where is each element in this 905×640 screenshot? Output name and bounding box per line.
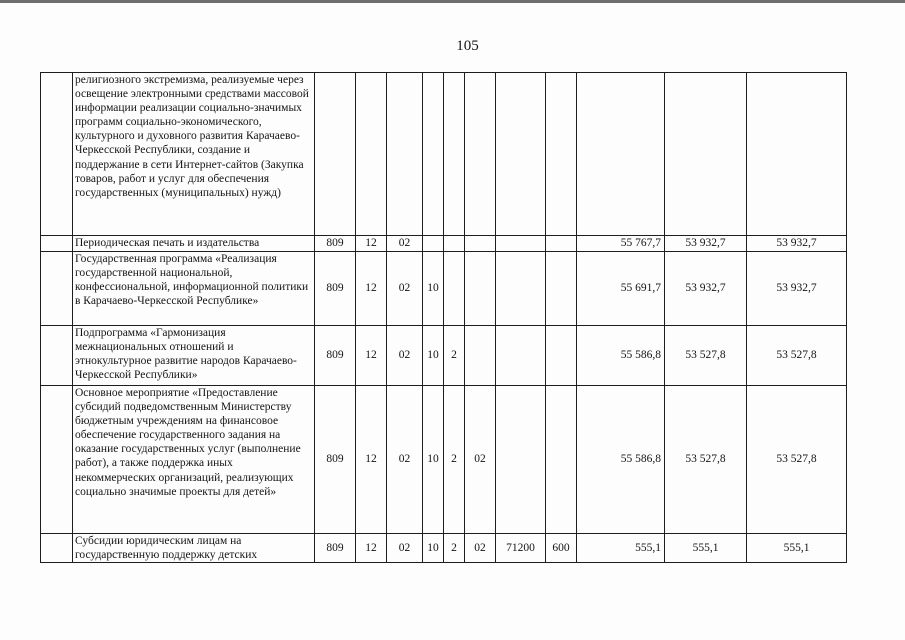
amount-year-3: 53 932,7: [747, 236, 847, 252]
ministry-code: 809: [315, 236, 356, 252]
section-code: 12: [356, 386, 387, 534]
program-code: 10: [423, 252, 444, 326]
expense-type-code: [546, 73, 577, 236]
expense-type-code: 600: [546, 534, 577, 563]
section-code: 12: [356, 236, 387, 252]
subprogram-code: [444, 252, 465, 326]
ministry-code: 809: [315, 326, 356, 386]
page-number: 105: [456, 38, 479, 54]
program-code: 10: [423, 386, 444, 534]
ministry-code: 809: [315, 386, 356, 534]
expense-type-code: [546, 326, 577, 386]
amount-year-3: 555,1: [747, 534, 847, 563]
subsection-code: 02: [387, 252, 423, 326]
subsection-code: 02: [387, 534, 423, 563]
direction-code: 71200: [496, 534, 546, 563]
amount-year-2: 555,1: [665, 534, 747, 563]
measure-code: [465, 73, 496, 236]
table-row: [41, 534, 847, 563]
subprogram-code: 2: [444, 386, 465, 534]
subsection-code: 02: [387, 386, 423, 534]
row-index-cell: [41, 386, 73, 534]
row-index-cell: [41, 534, 73, 563]
subprogram-code: 2: [444, 326, 465, 386]
subprogram-code: [444, 236, 465, 252]
measure-code: [465, 236, 496, 252]
direction-code: [496, 252, 546, 326]
amount-year-1: 55 767,7: [577, 236, 665, 252]
amount-year-2: [665, 73, 747, 236]
direction-code: [496, 386, 546, 534]
expense-type-code: [546, 386, 577, 534]
table-row: [41, 236, 847, 252]
row-name: Подпрограмма «Гармонизация межнациональных отношений и этнокультурное развитие народов Карачаево-Черкесской Республики»: [73, 326, 315, 386]
amount-year-3: 53 527,8: [747, 326, 847, 386]
row-index-cell: [41, 236, 73, 252]
row-name: Субсидии юридическим лицам на государственную поддержку детских: [73, 534, 315, 563]
program-code: [423, 236, 444, 252]
amount-year-1: 55 586,8: [577, 386, 665, 534]
amount-year-1: 55 691,7: [577, 252, 665, 326]
subsection-code: 02: [387, 326, 423, 386]
program-code: [423, 73, 444, 236]
row-name: Государственная программа «Реализация государственной национальной, конфессиональной, информационной политики в Карачаево-Черкесской Республике»: [73, 252, 315, 326]
top-border-rule: [0, 0, 905, 3]
row-name: религиозного экстремизма, реализуемые через освещение электронными средствами массовой информации реализации социально-значимых программ социально-экономического, культурного и духовного развития Карачаево-Черкесской Республики, создание и поддержание в сети Интернет-сайтов (Закупка товаров, работ и услуг для обеспечения государственных (муниципальных) нужд): [73, 73, 315, 236]
row-index-cell: [41, 252, 73, 326]
table-row: [41, 73, 847, 236]
section-code: [356, 73, 387, 236]
ministry-code: 809: [315, 252, 356, 326]
amount-year-1: 55 586,8: [577, 326, 665, 386]
subprogram-code: 2: [444, 534, 465, 563]
amount-year-3: [747, 73, 847, 236]
amount-year-2: 53 527,8: [665, 386, 747, 534]
amount-year-2: 53 932,7: [665, 236, 747, 252]
budget-table: [40, 72, 847, 563]
subprogram-code: [444, 73, 465, 236]
ministry-code: 809: [315, 534, 356, 563]
subsection-code: 02: [387, 236, 423, 252]
program-code: 10: [423, 534, 444, 563]
row-name: Периодическая печать и издательства: [73, 236, 315, 252]
ministry-code: [315, 73, 356, 236]
amount-year-3: 53 527,8: [747, 386, 847, 534]
direction-code: [496, 236, 546, 252]
table-row: [41, 252, 847, 326]
amount-year-2: 53 527,8: [665, 326, 747, 386]
expense-type-code: [546, 236, 577, 252]
section-code: 12: [356, 534, 387, 563]
amount-year-3: 53 932,7: [747, 252, 847, 326]
amount-year-2: 53 932,7: [665, 252, 747, 326]
amount-year-1: [577, 73, 665, 236]
expense-type-code: [546, 252, 577, 326]
direction-code: [496, 326, 546, 386]
program-code: 10: [423, 326, 444, 386]
table-row: [41, 386, 847, 534]
row-name: Основное мероприятие «Предоставление субсидий подведомственным Министерству бюджетным учреждениям на финансовое обеспечение государственного задания на оказание государственных услуг (выполнение работ), а также поддержка иных некоммерческих организаций, реализующих социально значимые проекты для детей»: [73, 386, 315, 534]
section-code: 12: [356, 326, 387, 386]
measure-code: [465, 252, 496, 326]
direction-code: [496, 73, 546, 236]
measure-code: 02: [465, 386, 496, 534]
table-row: [41, 326, 847, 386]
measure-code: 02: [465, 534, 496, 563]
row-index-cell: [41, 73, 73, 236]
row-index-cell: [41, 326, 73, 386]
section-code: 12: [356, 252, 387, 326]
measure-code: [465, 326, 496, 386]
subsection-code: [387, 73, 423, 236]
amount-year-1: 555,1: [577, 534, 665, 563]
